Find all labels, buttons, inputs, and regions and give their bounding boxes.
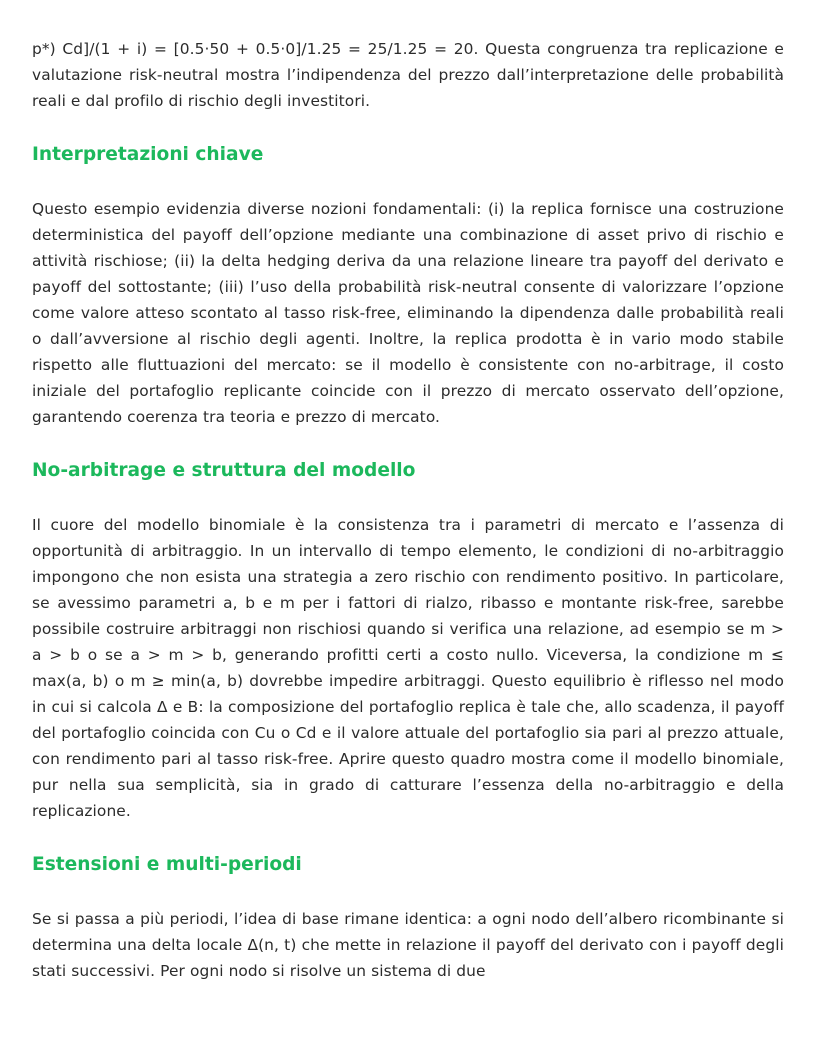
section-heading-interpretazioni: Interpretazioni chiave [32, 144, 264, 165]
section-body-estensioni: Se si passa a più periodi, l’idea di base rimane identica: a ogni nodo dell’albero ricombinante si determina una delta locale Δ(n, t) che mette in relazione il payoff del derivato con i payoff degli stati successivi. Per ogni nodo si risolve un sistema di due [32, 910, 784, 980]
section-heading-estensioni: Estensioni e multi-periodi [32, 854, 302, 875]
section-body-interpretazioni: Questo esempio evidenzia diverse nozioni fondamentali: (i) la replica fornisce una costruzione deterministica del payoff dell’opzione mediante una combinazione di asset privo di rischio e attività rischiose; (ii) la delta hedging deriva da una relazione lineare tra payoff del derivato e payoff del sottostante; (iii) l’uso della probabilità risk-neutral consente di valorizzare l’opzione come valore atteso scontato al tasso risk-free, eliminando la dipendenza dalle probabilità reali o dall’avversione al rischio degli agenti. Inoltre, la replica prodotta è in vario modo stabile rispetto alle fluttuazioni del mercato: se il modello è consistente con no-arbitrage, il costo iniziale del portafoglio replicante coincide con il prezzo di mercato osservato dell’opzione, garantendo coerenza tra teoria e prezzo di mercato. [32, 200, 784, 426]
intro-paragraph: p*) Cd]/(1 + i) = [0.5·50 + 0.5·0]/1.25 = 25/1.25 = 20. Questa congruenza tra replicazione e valutazione risk-neutral mostra l’indipendenza del prezzo dall’interpretazione delle probabilità reali e dal profilo di rischio degli investitori. [32, 40, 784, 110]
section-body-no-arbitrage: Il cuore del modello binomiale è la consistenza tra i parametri di mercato e l’assenza di opportunità di arbitraggio. In un intervallo di tempo elemento, le condizioni di no-arbitraggio impongono che non esista una strategia a zero rischio con rendimento positivo. In particolare, se avessimo parametri a, b e m per i fattori di rialzo, ribasso e montante risk-free, sarebbe possibile costruire arbitraggi non rischiosi quando si verifica una relazione, ad esempio se m > a > b o se a > m > b, generando profitti certi a costo nullo. Viceversa, la condizione m ≤ max(a, b) o m ≥ min(a, b) dovrebbe impedire arbitraggi. Questo equilibrio è riflesso nel modo in cui si calcola Δ e B: la composizione del portafoglio replica è tale che, allo scadenza, il payoff del portafoglio coincida con Cu o Cd e il valore attuale del portafoglio sia pari al prezzo attuale, con rendimento pari al tasso risk-free. Aprire questo quadro mostra come il modello binomiale, pur nella sua semplicità, sia in grado di catturare l’essenza della no-arbitraggio e della replicazione. [32, 516, 784, 820]
section-heading-no-arbitrage: No-arbitrage e struttura del modello [32, 460, 416, 481]
